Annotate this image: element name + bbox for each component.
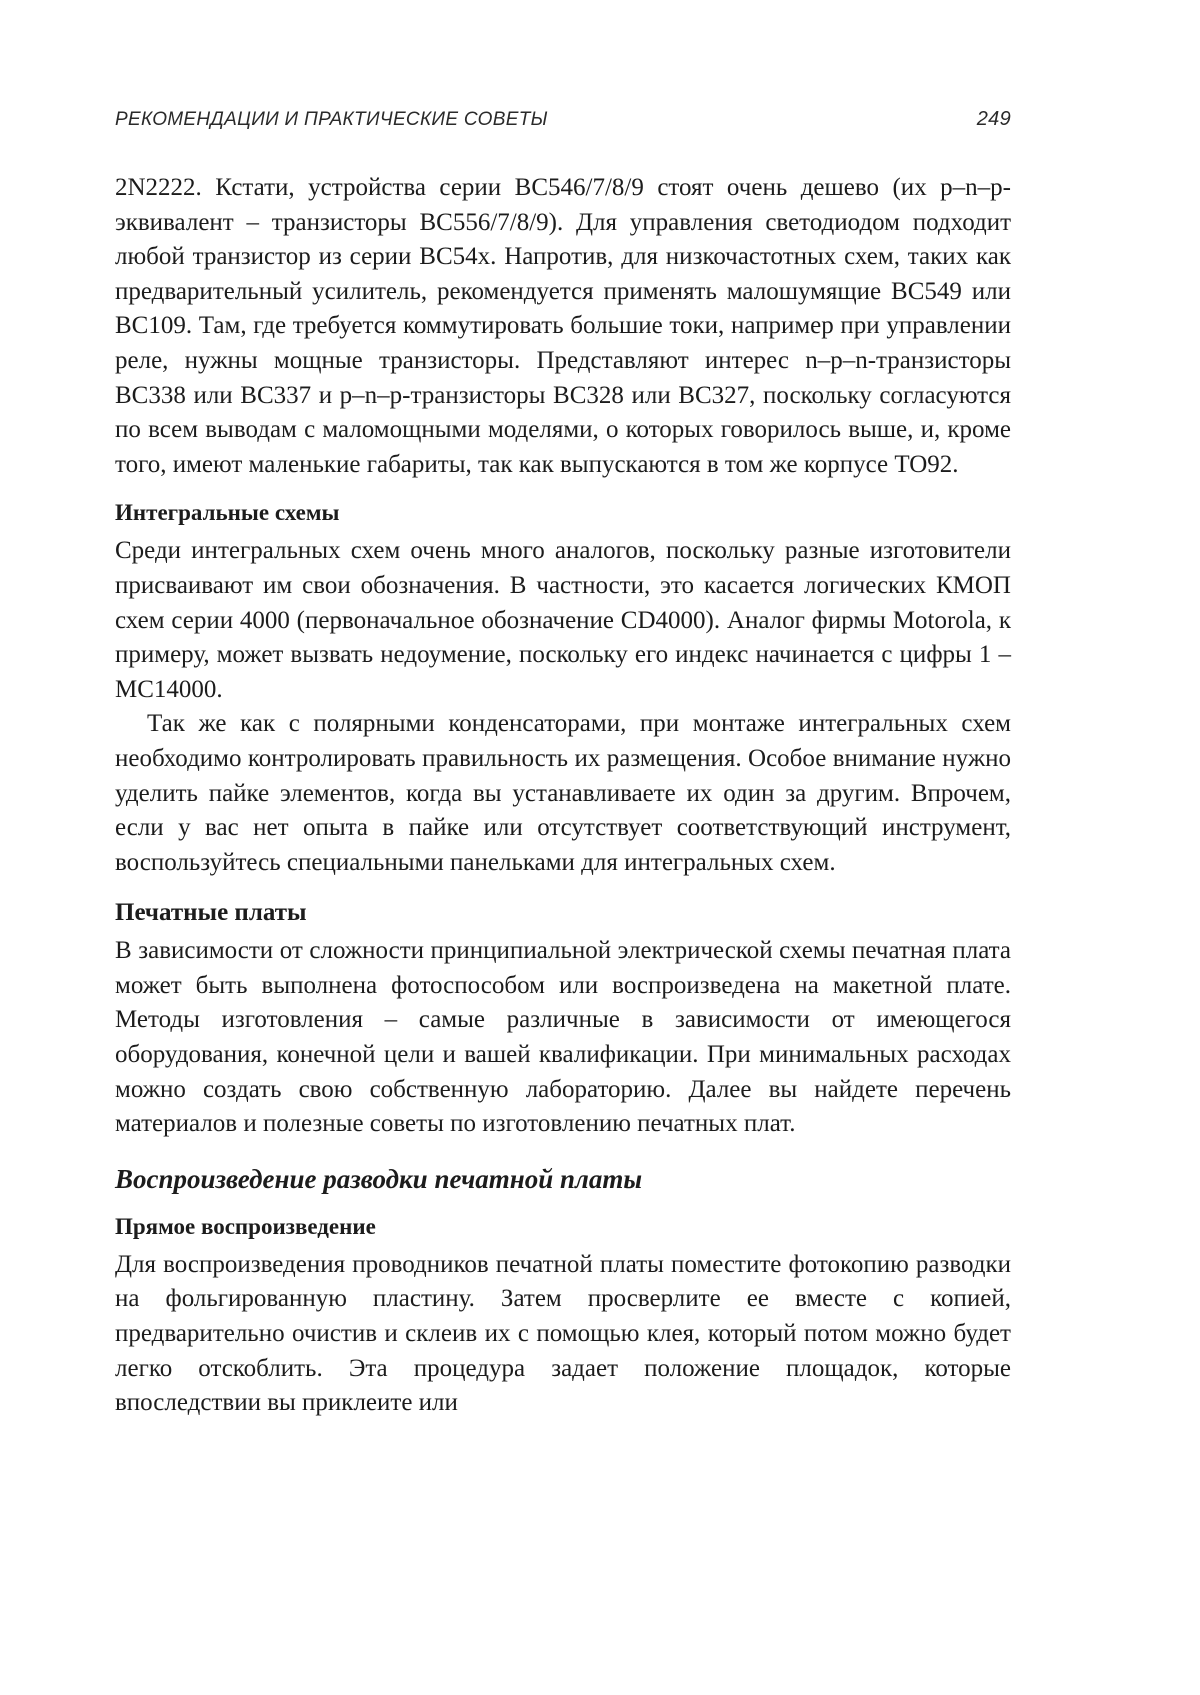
paragraph-pcb-methods: В зависимости от сложности принципиальной электрической схемы печатная плата может быть выполнена фотоспособом или воспроизведена на макетной плате. Методы изготовления – самые различные в зависимости от имеющегося оборудования, конечной цели и вашей квалификации. При минимальных расходах можно создать свою собственную лабораторию. Далее вы найдете перечень материалов и полезные советы по изготовлению печатных плат.: [115, 934, 1011, 1142]
book-page: [115, 108, 1011, 1421]
paragraph-transistors: 2N2222. Кстати, устройства серии BC546/7/8/9 стоят очень дешево (их p–n–p-эквивалент – транзисторы BC556/7/8/9). Для управления светодиодом подходит любой транзистор из серии BC54x. Напротив, для низкочастотных схем, таких как предварительный усилитель, рекомендуется применять малошумящие BC549 или BC109. Там, где требуется коммутировать большие токи, например при управлении реле, нужны мощные транзисторы. Представляют интерес n–p–n-транзисторы BC338 или BC337 и p–n–p-транзисторы BC328 или BC327, поскольку согласуются по всем выводам с маломощными моделями, о которых говорилось выше, и, кроме того, имеют маленькие габариты, так как выпускаются в том же корпусе TO92.: [115, 171, 1011, 482]
paragraph-direct-reproduction: Для воспроизведения проводников печатной платы поместите фотокопию разводки на фольгированную пластину. Затем просверлите ее вместе с копией, предварительно очистив и склеив их с помощью клея, который потом можно будет легко отскоблить. Эта процедура задает положение площадок, которые впоследствии вы приклеите или: [115, 1248, 1011, 1421]
page-number: 249: [977, 108, 1011, 131]
heading-layout-reproduction: Воспроизведение разводки печатной платы: [115, 1162, 1011, 1196]
running-title: РЕКОМЕНДАЦИИ И ПРАКТИЧЕСКИЕ СОВЕТЫ: [115, 109, 548, 131]
heading-integrated-circuits: Интегральные схемы: [115, 498, 1011, 528]
running-head: [115, 108, 1011, 131]
paragraph-ic-mounting: Так же как с полярными конденсаторами, при монтаже интегральных схем необходимо контролировать правильность их размещения. Особое внимание нужно уделить пайке элементов, когда вы устанавливаете их один за другим. Впрочем, если у вас нет опыта в пайке или отсутствует соответствующий инструмент, воспользуйтесь специальными панельками для интегральных схем.: [115, 707, 1011, 880]
paragraph-ic-analogs: Среди интегральных схем очень много аналогов, поскольку разные изготовители присваивают им свои обозначения. В частности, это касается логических КМОП схем серии 4000 (первоначальное обозначение CD4000). Аналог фирмы Motorola, к примеру, может вызвать недоумение, поскольку его индекс начинается с цифры 1 – MC14000.: [115, 534, 1011, 707]
heading-printed-circuit-boards: Печатные платы: [115, 898, 1011, 928]
heading-direct-reproduction: Прямое воспроизведение: [115, 1212, 1011, 1242]
